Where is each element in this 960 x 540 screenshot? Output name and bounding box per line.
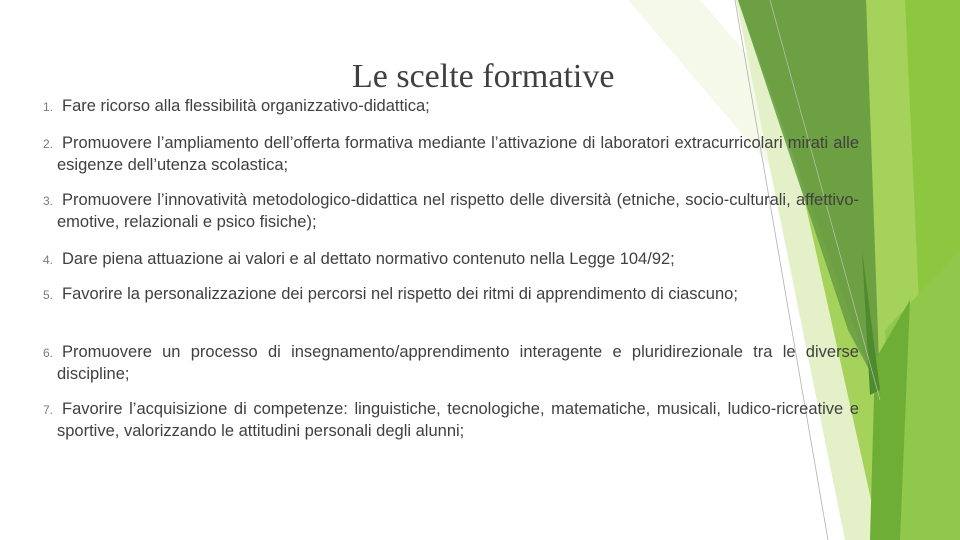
list-item-text: Favorire l’acquisizione di competenze: linguistiche, tecnologiche, matematiche, musicali, ludico-ricreative e sportive, valorizzando le attitudini personali degli alunni;	[57, 400, 859, 440]
list-item	[43, 248, 859, 270]
list-item-text: Fare ricorso alla flessibilità organizzativo-didattica;	[62, 97, 430, 115]
list-item	[43, 189, 859, 233]
list-item-number: 2.	[43, 137, 54, 151]
list-item	[43, 283, 859, 305]
list-item-number: 6.	[43, 346, 54, 360]
list-item-text: Dare piena attuazione ai valori e al dettato normativo contenuto nella Legge 104/92;	[62, 250, 675, 268]
list-item-text: Promuovere l’innovatività metodologico-didattica nel rispetto delle diversità (etniche, socio-culturali, affettivo-emotive, relazionali e psico fisiche);	[57, 191, 859, 231]
list-item	[43, 95, 859, 117]
list-item-number: 1.	[43, 100, 54, 114]
list-item-text: Favorire la personalizzazione dei percorsi nel rispetto dei ritmi di apprendimento di ciascuno;	[62, 285, 738, 303]
slide-title: Le scelte formative	[352, 58, 615, 95]
list-item	[43, 398, 859, 442]
list-item-number: 4.	[43, 253, 54, 267]
list-item	[43, 341, 859, 385]
list-item-number: 5.	[43, 288, 54, 302]
list-item-number: 7.	[43, 403, 54, 417]
list-item	[43, 132, 859, 176]
list-item-text: Promuovere l’ampliamento dell’offerta formativa mediante l’attivazione di laboratori extracurricolari mirati alle esigenze dell’utenza scolastica;	[57, 134, 859, 174]
list-item-text: Promuovere un processo di insegnamento/apprendimento interagente e pluridirezionale tra le diverse discipline;	[57, 343, 859, 383]
list-item-number: 3.	[43, 194, 54, 208]
